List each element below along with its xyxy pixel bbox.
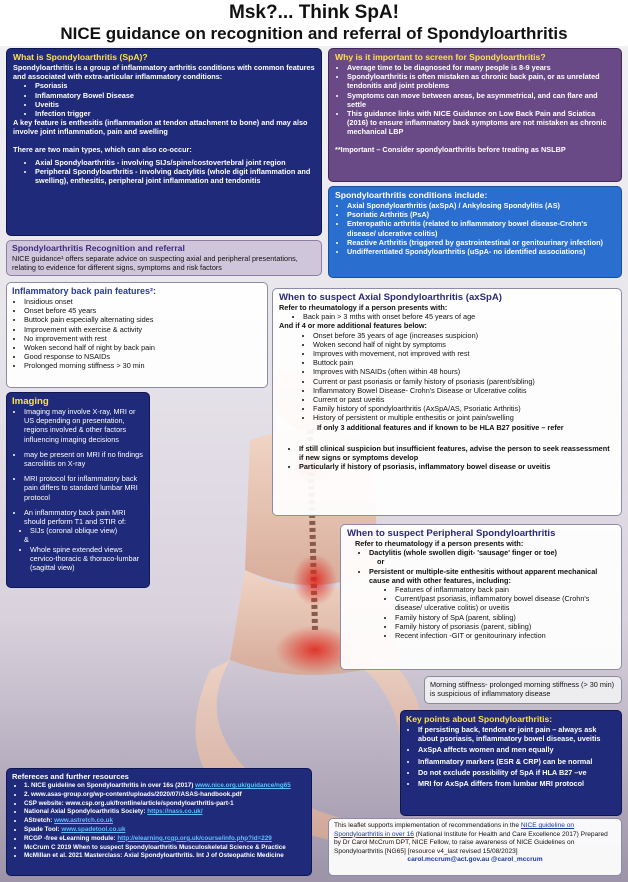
axial-hla: If only 3 additional features and if known to be HLA B27 positive – refer — [317, 422, 564, 432]
what-is-spa-title: What is Spondyloarthritis (SpA)? — [13, 52, 148, 62]
list-item: • Inflammatory Bowel Disease- Crohn's Disease or Ulcerative colitis — [313, 386, 615, 395]
list-item: • Psoriatic Arthritis (PsA) — [347, 210, 615, 219]
list-item: • Current or past uveitis — [313, 395, 615, 404]
conditions-list — [347, 201, 615, 256]
nice-guidance-link[interactable]: www.nice.org.uk/guidance/ng65 — [195, 782, 291, 789]
why-screen-box — [328, 48, 622, 182]
key-points-box — [400, 710, 622, 816]
list-item: • Back pain > 3 mths with onset before 45 years of age — [303, 312, 615, 321]
list-item: • Woken second half of night by back pain — [24, 343, 262, 352]
peripheral-spa-box — [340, 524, 622, 670]
list-item: • Average time to be diagnosed for many people is 8-9 years — [347, 63, 615, 72]
list-item: • MRI protocol for inflammatory back pain differs to standard lumbar MRI protocol — [24, 474, 144, 502]
list-item: • Persistent or multiple-site enthesitis without apparent mechanical cause and with other features, including: — [369, 567, 615, 585]
peripheral-features — [395, 585, 615, 640]
imaging-list — [24, 407, 144, 526]
axial-spa-box — [272, 288, 622, 516]
list-item: • Current/past psoriasis, inflammatory bowel disease (Crohn's disease/ ulcerative colitis) or uveitis — [395, 594, 615, 612]
list-item: • Onset before 35 years of age (increases suspicion) — [313, 331, 615, 340]
axial-criterion — [303, 312, 615, 321]
list-item: • Infection trigger — [35, 109, 315, 118]
list-item: • Enteropathic arthritis (related to inflammatory bowel disease-Crohn's disease/ ulcerative colitis) — [347, 219, 615, 237]
peripheral-refer: Refer to rheumatology if a person presents with: — [355, 539, 524, 548]
morning-stiffness-text: Morning stiffness- prolonged morning stiffness (> 30 min) is suspicious of inflammatory disease — [430, 680, 615, 699]
list-item: • Prolonged morning stiffness > 30 min — [24, 361, 262, 370]
important-note: **Important – Consider spondyloarthritis before treating as NSLBP — [335, 144, 566, 154]
list-item: • Improves with NSAIDs (often within 48 hours) — [313, 367, 615, 376]
spade-tool-link[interactable]: www.spadetool.co.uk — [61, 825, 126, 833]
list-item: • No improvement with rest — [24, 334, 262, 343]
list-item: • may be present on MRI if no findings sacroiliitis on X-ray — [24, 450, 144, 468]
astretch-link[interactable]: www.astretch.co.uk — [54, 817, 113, 825]
list-item: • Family history of psoriasis (parent, sibling) — [395, 622, 615, 631]
nass-link[interactable]: https://nass.co.uk/ — [147, 808, 203, 816]
list-item: • Axial Spondyloarthritis - involving SIJs/spine/costovertebral joint region — [35, 158, 315, 167]
list-item: • Undifferentiated Spondyloarthritis (uSpA- no identified associations) — [347, 247, 615, 256]
spa-types-list — [35, 158, 315, 186]
footer-contact: carol.mccrum@act.gov.au @carol_mccrum — [407, 856, 543, 864]
list-item: • Onset before 45 years — [24, 306, 262, 315]
list-item: • Reactive Arthritis (triggered by gastrointestinal or genitourinary infection) — [347, 238, 615, 247]
poster-title: Msk?... Think SpA! — [229, 2, 399, 23]
list-item: • Dactylitis (whole swollen digit- 'sausage' finger or toe) — [369, 548, 615, 557]
why-screen-list — [347, 63, 615, 137]
list-item: • If still clinical suspicion but insufficient features, advise the person to seek reassessment if new signs or symptoms develop — [299, 444, 615, 462]
nice-guideline-link[interactable]: NICE guideline on Spondyloarthritis in over 16 — [334, 822, 575, 838]
list-item: • If persisting back, tendon or joint pain – always ask about psoriasis, inflammatory bowel disease, uveitis — [418, 725, 616, 743]
list-item: • SIJs (coronal oblique view) — [30, 526, 144, 535]
footer-box — [328, 818, 622, 876]
poster-subtitle: NICE guidance on recognition and referral of Spondyloarthritis — [60, 24, 568, 43]
imaging-amp: & — [24, 535, 29, 545]
list-item: • Psoriasis — [35, 81, 315, 90]
peripheral-title: When to suspect Peripheral Spondyloarthritis — [347, 528, 556, 539]
list-item: • Family history of spondyloarthritis (AxSpA/AS, Psoriatic Arthritis) — [313, 404, 615, 413]
references-title: Refereces and further resources — [12, 772, 129, 781]
list-item: • Axial Spondyloarthritis (axSpA) / Ankylosing Spondylitis (AS) — [347, 201, 615, 210]
list-item: • Features of inflammatory back pain — [395, 585, 615, 594]
peripheral-dactylitis — [369, 548, 615, 557]
list-item: • Imaging may involve X-ray, MRI or US depending on presentation, regions involved & other factors influencing imaging decisions — [24, 407, 144, 444]
recognition-title: Spondyloarthritis Recognition and referral — [12, 243, 185, 253]
list-item: • Buttock pain — [313, 358, 615, 367]
imaging-sub-list-2 — [30, 545, 144, 573]
list-item: • This guidance links with NICE Guidance on Low Back Pain and Sciatica (2016) to ensure inflammatory back symptoms are not mistaken as chronic mechanical LBP — [347, 109, 615, 137]
list-item: • Spondyloarthritis is often mistaken as chronic back pain, or as unrelated tendonitis and joint problems — [347, 72, 615, 90]
references-box — [6, 768, 312, 876]
list-item: • Uveitis — [35, 100, 315, 109]
list-item: • Do not exclude possibility of SpA if HLA B27 –ve — [418, 768, 616, 777]
list-item: • AxSpA affects women and men equally — [418, 745, 616, 754]
list-item: • Symptoms can move between areas, be asymmetrical, and can flare and settle — [347, 91, 615, 109]
footer-text: This leaflet supports implementation of recommendations in the NICE guideline on Spondyloarthritis in over 16 (National Institute for Health and Care Excellence 2017) Prepared by Dr Carol McCrum DPT, NICE Fellow, to raise awareness of NICE Guidelines on Spondyloarthritis [NG65] [resource v4_last revised 15/08/2023] — [334, 822, 608, 855]
list-item: • Family history of SpA (parent, sibling) — [395, 613, 615, 622]
list-item: • Improves with movement, not improved with rest — [313, 349, 615, 358]
axial-title: When to suspect Axial Spondyloarthritis (axSpA) — [279, 292, 502, 303]
list-item: • Particularly if history of psoriasis, inflammatory bowel disease or uveitis — [299, 462, 615, 471]
conditions-title: Spondyloarthritis conditions include: — [335, 190, 488, 200]
list-item: • McMillan et al. 2021 Masterclass: Axial Spondyloarthritis. Int J of Osteopathic Medicine — [24, 852, 306, 861]
key-feature-text: A key feature is enthesitis (inflammation at tendon attachment to bone) and may also involve joint inflammation, pain and swelling — [13, 118, 308, 137]
list-item: • Whole spine extended views cervico-thoracic & thoraco-lumbar (sagittal view) — [30, 545, 144, 573]
list-item: • MRI for AxSpA differs from lumbar MRI protocol — [418, 779, 616, 788]
list-item: • Buttock pain especially alternating sides — [24, 315, 262, 324]
list-item: • Current or past psoriasis or family history of psoriasis (parent/sibling) — [313, 377, 615, 386]
rcgp-link[interactable]: http://elearning.rcgp.org.uk/course/info.php?id=229 — [117, 834, 272, 842]
axial-features — [313, 331, 615, 423]
axial-notes — [299, 444, 615, 472]
imaging-box — [6, 392, 150, 588]
list-item: • CSP website: www.csp.org.uk/frontline/article/spondyloarthritis-part-1 — [24, 800, 306, 809]
list-item: • Insidious onset — [24, 297, 262, 306]
list-item: • Inflammatory Bowel Disease — [35, 91, 315, 100]
what-is-spa-intro: Spondyloarthritis is a group of inflammatory arthritis conditions with common features and associated with extra-articular inflammatory conditions: — [13, 63, 315, 82]
list-item: • 2. www.asas-group.org/wp-content/uploads/2020/07/ASAS-handbook.pdf — [24, 791, 306, 800]
peripheral-enthesitis — [369, 567, 615, 585]
recognition-box — [6, 240, 322, 276]
list-item: • Spade Tool: www.spadetool.co.uk — [24, 826, 306, 835]
back-pain-list — [24, 297, 262, 371]
list-item: • History of persistent or multiple enthesitis or joint pain/swelling — [313, 413, 615, 422]
recognition-text: NICE guidance¹ offers separate advice on suspecting axial and peripheral presentations, relating to evidence for different signs, symptoms and risk factors — [12, 254, 298, 273]
imaging-sub-list-1 — [30, 526, 144, 535]
morning-stiffness-box — [424, 676, 622, 704]
axial-and-if: And if 4 or more additional features below: — [279, 321, 427, 331]
list-item: • Recent infection -GIT or genitourinary infection — [395, 631, 615, 640]
key-points-title: Key points about Spondyloarthritis: — [406, 714, 553, 724]
imaging-title: Imaging — [12, 396, 49, 407]
list-item: • AStretch: www.astretch.co.uk — [24, 817, 306, 826]
list-item: • McCrum C 2019 When to suspect Spondyloarthritis Musculoskeletal Science & Practice — [24, 844, 306, 853]
types-intro: There are two main types, which can also co-occur: — [13, 144, 192, 154]
list-item: • Peripheral Spondyloarthritis - involving dactylitis (whole digit inflammation and swelling), enthesitis, peripheral joint inflammation and tendonitis — [35, 167, 315, 185]
axial-refer: Refer to rheumatology if a person presents with: — [279, 303, 448, 312]
key-points-list — [418, 725, 616, 788]
list-item: • Improvement with exercise & activity — [24, 325, 262, 334]
list-item: • Inflammatory markers (ESR & CRP) can be normal — [418, 757, 616, 766]
list-item: • Good response to NSAIDs — [24, 352, 262, 361]
list-item: • 1. NICE guideline on Spondyloarthritis in over 16s (2017) www.nice.org.uk/guidance/ng65 — [24, 782, 306, 791]
back-pain-title: Inflammatory back pain features²: — [12, 286, 157, 296]
references-list — [24, 782, 306, 861]
list-item: • RCGP -free eLearning module: http://elearning.rcgp.org.uk/course/info.php?id=229 — [24, 835, 306, 844]
back-pain-features-box — [6, 282, 268, 388]
spa-associated-conditions — [35, 81, 315, 118]
list-item: • National Axial Spondyloarthritis Society: https://nass.co.uk/ — [24, 808, 306, 817]
what-is-spa-box — [6, 48, 322, 236]
peripheral-or: or — [377, 557, 385, 567]
poster-header — [0, 0, 628, 46]
list-item: • An inflammatory back pain MRI should perform T1 and STIR of: — [24, 508, 144, 526]
conditions-box — [328, 186, 622, 278]
list-item: • Woken second half of night by symptoms — [313, 340, 615, 349]
why-screen-title: Why is it important to screen for Spondyloarthritis? — [335, 52, 546, 62]
